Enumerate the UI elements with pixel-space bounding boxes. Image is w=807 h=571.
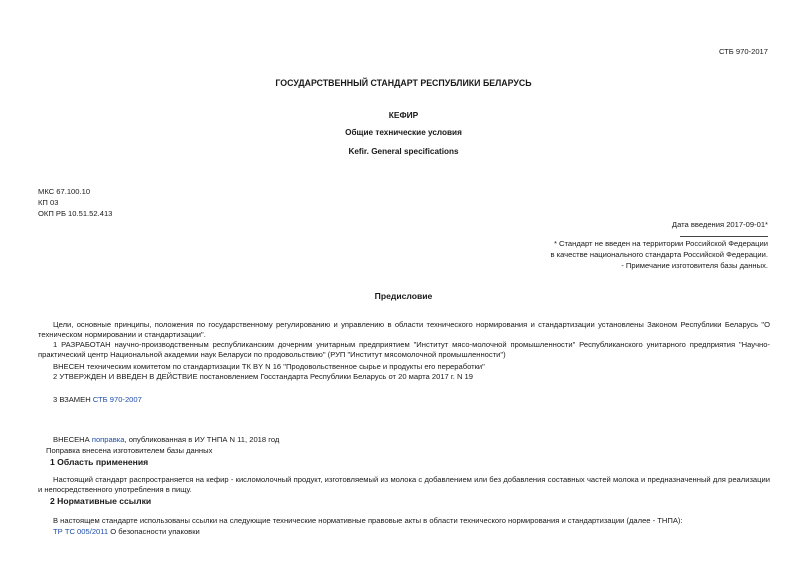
foreword-paragraph-1-text: Цели, основные принципы, положения по государственному регулированию и управлению в области технического нормирования и стандартизации установлены Законом Республики Беларусь "О техническом нормировании и стандартизации".	[38, 320, 770, 340]
section-2-heading: 2 Нормативные ссылки	[50, 496, 152, 506]
kp-code: КП 03	[38, 198, 59, 207]
foreword-paragraph-2-text: 1 РАЗРАБОТАН научно-производственным республиканским дочерним унитарным предприятием "Институт мясо-молочной промышленности" Республиканского унитарного предприятия "Научно-практический центр Национальной академии наук Беларуси по продовольствию" (РУП "Институт мясомолочной промышленности")	[38, 340, 770, 360]
ics-code: МКС 67.100.10	[38, 187, 91, 196]
footnote-divider	[680, 236, 768, 237]
product-title: КЕФИР	[388, 110, 419, 120]
subtitle-ru: Общие технические условия	[345, 128, 462, 137]
reference-link[interactable]: ТР ТС 005/2011	[53, 527, 109, 536]
reference-text: О безопасности упаковки	[108, 527, 200, 536]
amendment-prefix: ВНЕСЕНА	[53, 435, 92, 444]
footnote-line-2: в качестве национального стандарта Российской Федерации.	[550, 250, 768, 259]
section-1-heading: 1 Область применения	[50, 457, 149, 467]
section-1-text: Настоящий стандарт распространяется на кефир - кисломолочный продукт, изготовляемый из молока с добавлением или без добавления составных частей молока и предназначенный для реализации и непосредственного употребления в пищу.	[38, 475, 770, 495]
replaces-prefix: 3 ВЗАМЕН	[53, 395, 93, 404]
replaces-line	[53, 395, 142, 405]
foreword-paragraph-2	[38, 340, 770, 361]
section-2-paragraph: В настоящем стандарте использованы ссылки на следующие технические нормативные правовые акты в области технического нормирования и стандартизации (далее - ТНПА):	[53, 516, 683, 525]
foreword-heading: Предисловие	[374, 291, 433, 301]
section-1-paragraph	[38, 475, 770, 496]
foreword-paragraph-1	[38, 320, 770, 341]
subtitle-en: Kefir. General specifications	[348, 147, 459, 156]
reference-line	[53, 527, 200, 537]
footnote-line-1: * Стандарт не введен на территории Российской Федерации	[553, 239, 768, 248]
amendment-line	[53, 435, 279, 445]
replaced-standard-link[interactable]: СТБ 970-2007	[92, 395, 142, 404]
state-standard-title: ГОСУДАРСТВЕННЫЙ СТАНДАРТ РЕСПУБЛИКИ БЕЛАРУСЬ	[275, 78, 532, 88]
okp-code: ОКП РБ 10.51.52.413	[38, 209, 113, 218]
amendment-suffix: , опубликованная в ИУ ТНПА N 11, 2018 год	[124, 435, 280, 444]
footnote-line-3: - Примечание изготовителя базы данных.	[621, 261, 768, 270]
foreword-paragraph-3: ВНЕСЕН техническим комитетом по стандартизации ТК BY N 16 "Продовольственное сырье и продукты его переработки"	[53, 362, 485, 371]
foreword-paragraph-4: 2 УТВЕРЖДЕН И ВВЕДЕН В ДЕЙСТВИЕ постановлением Госстандарта Республики Беларусь от 20 марта 2017 г. N 19	[53, 372, 473, 381]
amendment-note: Поправка внесена изготовителем базы данных	[46, 446, 213, 455]
amendment-link[interactable]: поправка	[91, 435, 125, 444]
intro-date: Дата введения 2017-09-01*	[671, 220, 768, 229]
document-code: СТБ 970-2017	[718, 47, 768, 56]
